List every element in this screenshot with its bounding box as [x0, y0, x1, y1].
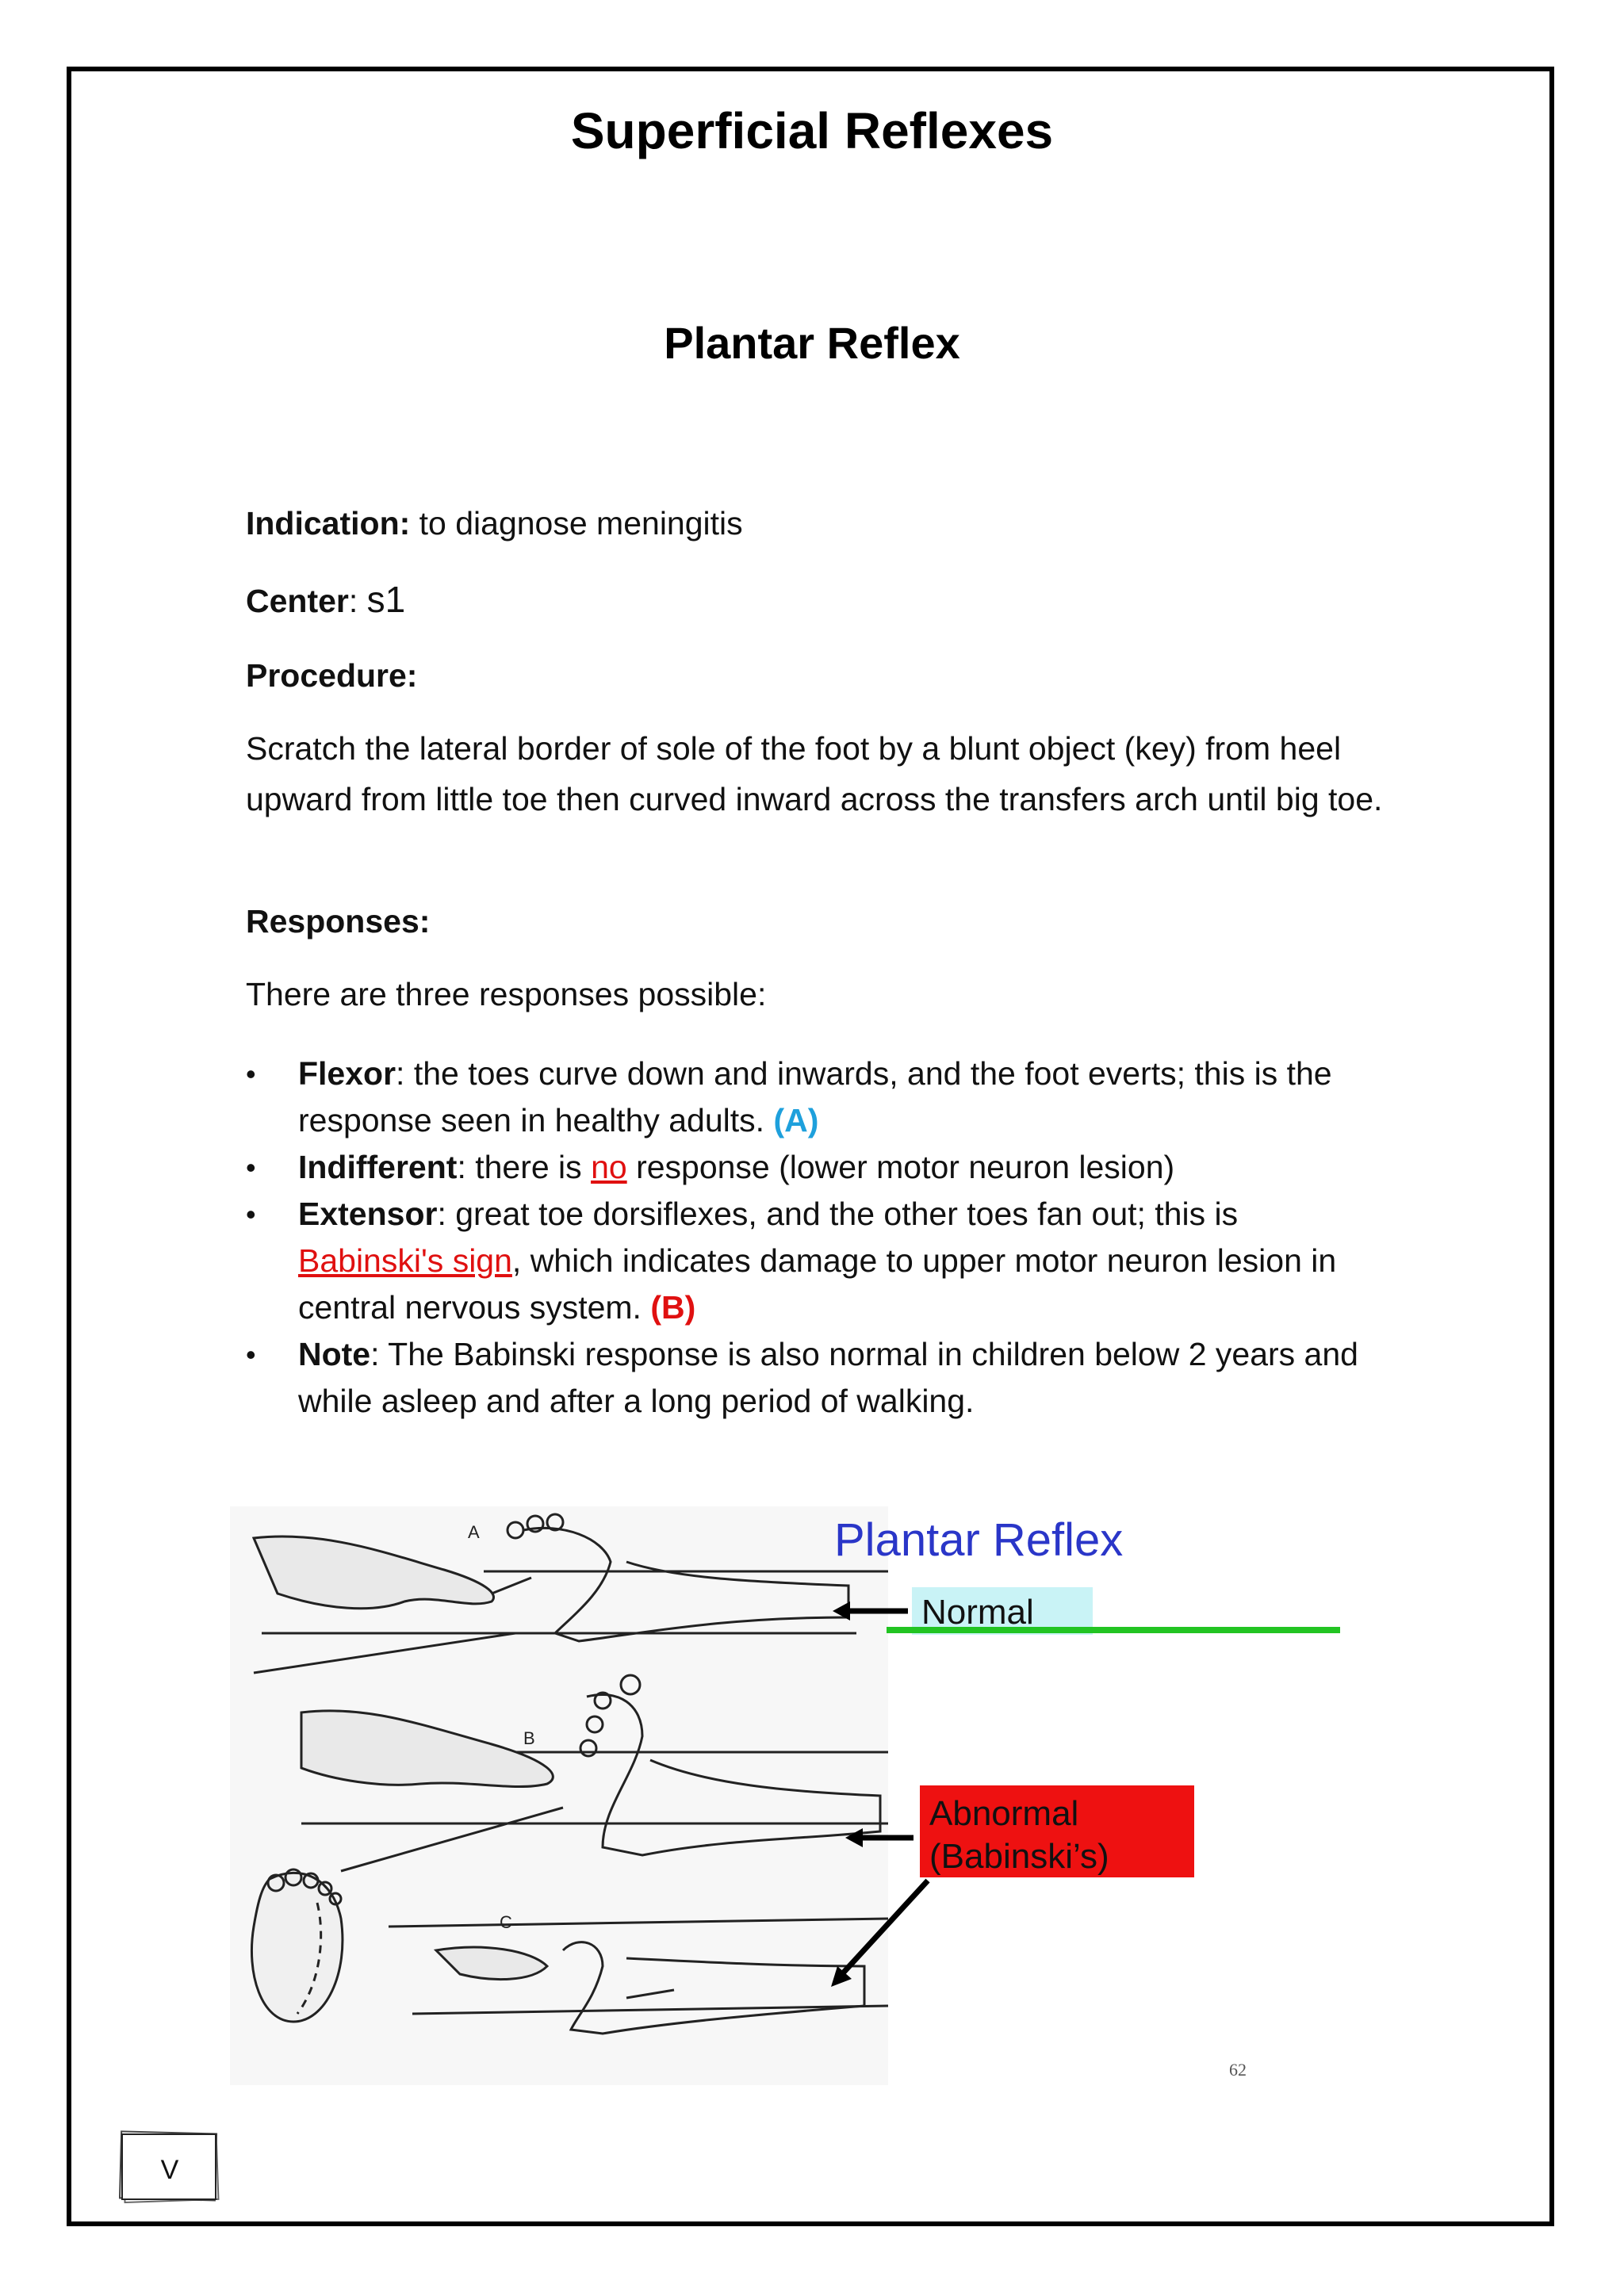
- bullet-text: : great toe dorsiflexes, and the other toes fan out; this is: [437, 1196, 1239, 1232]
- abnormal-label-line1: Abnormal: [929, 1794, 1079, 1833]
- list-item-indifferent: [246, 1144, 1388, 1191]
- page-number: V: [160, 2155, 179, 2185]
- bullet-label: Note: [298, 1336, 371, 1372]
- responses-intro: There are three responses possible:: [246, 976, 767, 1012]
- indication-line: [246, 498, 1388, 549]
- babinski-sign-link[interactable]: Babinski's sign: [298, 1242, 512, 1279]
- indication-label: Indication:: [246, 505, 411, 541]
- section-title: Plantar Reflex: [664, 318, 960, 368]
- bullet-text: response (lower motor neuron lesion): [626, 1149, 1175, 1185]
- bullet-label: Flexor: [298, 1055, 396, 1092]
- bullet-text: : the toes curve down and inwards, and the foot everts; this is the response seen in healthy adults.: [298, 1055, 1332, 1138]
- center-colon: :: [348, 583, 367, 619]
- responses-label: Responses:: [246, 903, 431, 939]
- normal-label: Normal: [921, 1593, 1034, 1632]
- page-number-frame: [119, 2130, 220, 2204]
- bullet-text: , which indicates damage to upper motor neuron lesion in central nervous system.: [298, 1242, 1337, 1326]
- page-number-box: [119, 2130, 220, 2204]
- list-item-note: [246, 1331, 1388, 1425]
- procedure-label: Procedure:: [246, 657, 418, 694]
- no-link[interactable]: no: [591, 1149, 627, 1185]
- center-line: [246, 574, 1388, 626]
- bullet-text: : The Babinski response is also normal in children below 2 years and while asleep and after a long period of walking.: [298, 1336, 1358, 1419]
- center-label: Center: [246, 583, 349, 619]
- center-text: s1: [366, 579, 406, 620]
- bullet-tag-a: (A): [773, 1102, 819, 1138]
- procedure-text: Scratch the lateral border of sole of the foot by a blunt object (key) from heel upward from little toe then curved inward across the transfers arch until big toe.: [246, 730, 1383, 817]
- bullet-text: : there is: [457, 1149, 592, 1185]
- panel-c-label: C: [500, 1912, 512, 1932]
- figure-drawing: [230, 1506, 1356, 2085]
- figure-page-ref: 62: [1229, 2060, 1247, 2080]
- panel-a-label: A: [468, 1522, 480, 1542]
- abnormal-label-line2: (Babinski’s): [929, 1837, 1109, 1876]
- plantar-reflex-figure: [230, 1506, 1356, 2085]
- bullet-label: Extensor: [298, 1196, 438, 1232]
- bullet-label: Indifferent: [298, 1149, 458, 1185]
- panel-b-label: B: [523, 1728, 535, 1748]
- page-title: Superficial Reflexes: [570, 102, 1054, 159]
- list-item-flexor: [246, 1050, 1388, 1144]
- figure-title: Plantar Reflex: [834, 1514, 1124, 1566]
- list-item-extensor: [246, 1191, 1388, 1331]
- responses-list: [246, 1050, 1388, 1425]
- bullet-tag-b: (B): [650, 1289, 696, 1326]
- indication-text: to diagnose meningitis: [410, 505, 743, 541]
